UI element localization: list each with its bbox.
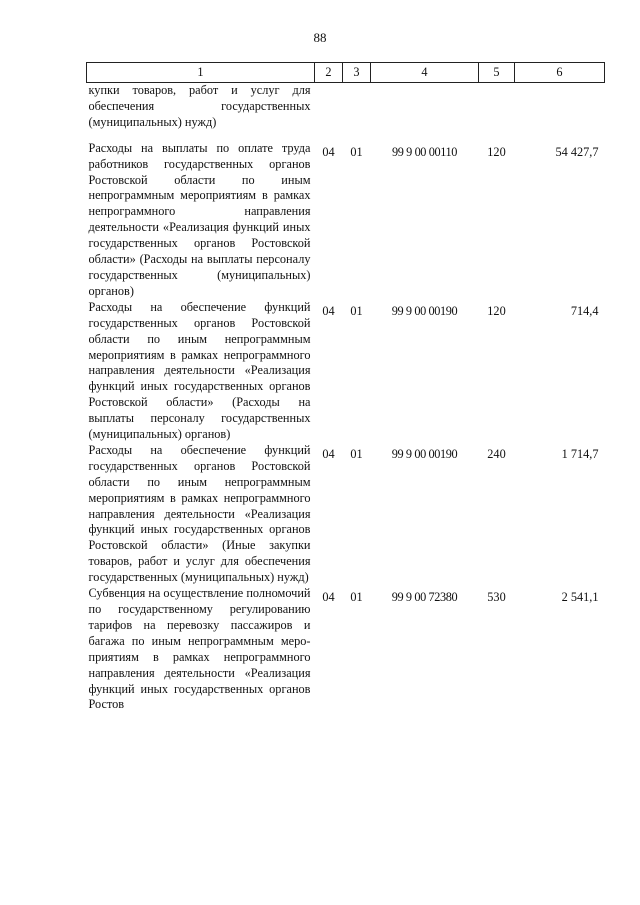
row-subsection: 01 [350, 303, 363, 318]
row-expense-type: 120 [487, 144, 506, 159]
row-section: 04 [322, 303, 335, 318]
table-row [87, 586, 605, 713]
row-subsection: 01 [350, 590, 363, 605]
row-target-article: 99 9 00 72380 [391, 590, 458, 605]
row-section: 04 [322, 446, 335, 461]
column-header-4: 4 [371, 63, 479, 83]
row-amount: 2 541,1 [561, 590, 599, 605]
row-expense-type: 120 [487, 303, 506, 318]
column-header-6: 6 [515, 63, 605, 83]
row-description: Расходы на обеспечение функций государственных органов Ростовской области по иным непрограммным мероприятиям в рамках непрограммного направления деятельности «Реализация функций иных государственных органов Ростовской области» (Расходы на выплаты персоналу государственных (муниципальных) органов) [88, 299, 311, 442]
row-target-article: 99 9 00 00190 [391, 303, 458, 318]
table-row [87, 443, 605, 586]
column-header-5: 5 [479, 63, 515, 83]
column-header-3: 3 [343, 63, 371, 83]
column-header-1: 1 [87, 63, 315, 83]
page-number: 88 [313, 30, 327, 45]
continuation-text: купки товаров, работ и услуг для обеспечения государственных (муниципальных) нужд) [88, 83, 311, 129]
row-expense-type: 530 [487, 590, 506, 605]
row-target-article: 99 9 00 00110 [391, 144, 458, 159]
table-row [87, 300, 605, 443]
row-description: Расходы на обеспечение функций государственных органов Ростовской области по иным непрограммным мероприятиям в рамках непрограммного направления деятельности «Реализация функций иных государственных органов Ростовской области» (Иные закупки товаров, работ и услуг для обеспечения государственных (муниципальных) нужд) [88, 442, 311, 585]
row-target-article: 99 9 00 00190 [391, 446, 458, 461]
row-expense-type: 240 [487, 446, 506, 461]
row-amount: 1 714,7 [561, 446, 599, 461]
row-description: Расходы на выплаты по оплате труда работников государственных органов Ростовской области по иным непрограммным мероприятиям в рамках непрограммного направления деятельности «Реализация функций иных государственных органов Ростовской области» (Расходы на выплаты персоналу государственных (муниципальных) органов) [88, 140, 311, 298]
row-amount: 714,4 [570, 303, 599, 318]
row-subsection: 01 [350, 144, 363, 159]
row-amount: 54 427,7 [555, 144, 599, 159]
continuation-row [87, 83, 605, 141]
table-header-row [87, 63, 605, 83]
table-row [87, 141, 605, 300]
column-header-2: 2 [315, 63, 343, 83]
row-description: Субвенция на осуществление полномочий по государственному регулированию тарифов на перевозку пассажиров и багажа по иным непрограммным мероприятиям в рамках непрограммного направления деятельности «Реализация функций иных государственных органов Ростов [88, 586, 311, 712]
budget-table [86, 62, 605, 713]
row-section: 04 [322, 144, 335, 159]
row-section: 04 [322, 590, 335, 605]
row-subsection: 01 [350, 446, 363, 461]
